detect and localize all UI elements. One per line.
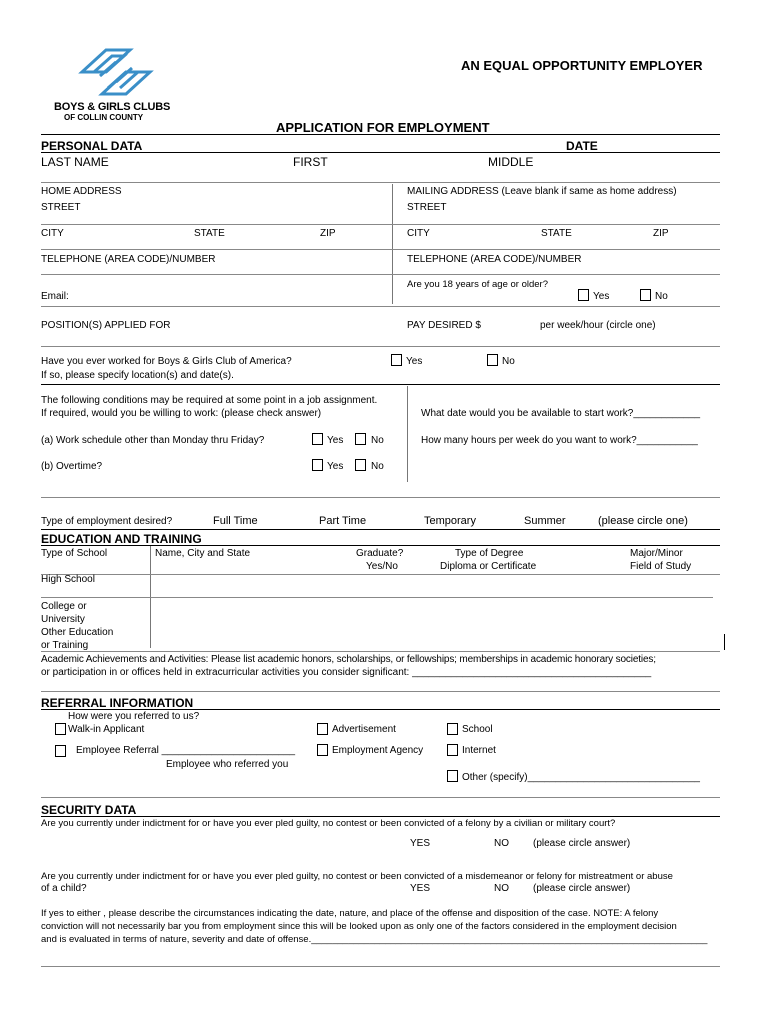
mailing-state-label: STATE bbox=[541, 228, 572, 239]
per-week-hour-label: per week/hour (circle one) bbox=[540, 320, 656, 331]
worked-yes-checkbox[interactable] bbox=[391, 354, 402, 366]
university-label: University bbox=[41, 614, 85, 625]
cond-a-yes-label: Yes bbox=[327, 435, 344, 446]
age-yes-label: Yes bbox=[593, 291, 610, 302]
other-education-label: Other Education bbox=[41, 627, 114, 638]
employment-type-label: Type of employment desired? bbox=[41, 516, 173, 527]
advertisement-checkbox[interactable] bbox=[317, 723, 328, 735]
walk-in-label: Walk-in Applicant bbox=[68, 724, 145, 735]
eoe-heading: AN EQUAL OPPORTUNITY EMPLOYER bbox=[461, 58, 703, 73]
worked-specify-label: If so, please specify location(s) and date(s). bbox=[41, 370, 234, 381]
age-yes-checkbox[interactable] bbox=[578, 289, 589, 301]
explanation-instruction-1: If yes to either , please describe the circumstances indicating the date, nature, and place of the offense and disposition of the case. NOTE: A felony bbox=[41, 908, 659, 919]
child-abuse-circle-note: (please circle answer) bbox=[533, 883, 631, 894]
major-minor-header: Major/Minor bbox=[630, 548, 683, 559]
walk-in-checkbox[interactable] bbox=[55, 723, 66, 735]
circle-one-note: (please circle one) bbox=[598, 515, 688, 527]
email-label: Email: bbox=[41, 291, 69, 302]
name-city-state-header: Name, City and State bbox=[155, 548, 251, 559]
cond-a-no-checkbox[interactable] bbox=[355, 433, 366, 445]
achievements-continued: or participation in or offices held in extracurricular activities you consider significant: ___________________________________________ bbox=[41, 667, 652, 678]
cond-a-no-label: No bbox=[371, 435, 384, 446]
worked-no-checkbox[interactable] bbox=[487, 354, 498, 366]
achievements-instruction: Academic Achievements and Activities: Please list academic honors, scholarships, or fellowships; memberships in academic honorary societies; bbox=[41, 654, 656, 665]
summer-option[interactable]: Summer bbox=[524, 515, 566, 527]
pay-desired-label: PAY DESIRED $ bbox=[407, 320, 481, 331]
other-referral-label: Other (specify)_______________________________ bbox=[462, 772, 700, 783]
org-logo-icon bbox=[76, 44, 156, 100]
internet-label: Internet bbox=[462, 745, 496, 756]
felony-no-option[interactable]: NO bbox=[494, 838, 509, 849]
felony-yes-option[interactable]: YES bbox=[410, 838, 431, 849]
employment-agency-checkbox[interactable] bbox=[317, 744, 328, 756]
referral-heading: REFERRAL INFORMATION bbox=[41, 696, 194, 710]
school-label: School bbox=[462, 724, 493, 735]
org-name: BOYS & GIRLS CLUBS bbox=[54, 101, 171, 113]
home-address-label: HOME ADDRESS bbox=[41, 186, 122, 197]
mailing-address-label: MAILING ADDRESS (Leave blank if same as home address) bbox=[407, 186, 677, 197]
felony-circle-note: (please circle answer) bbox=[533, 838, 631, 849]
condition-b-label: (b) Overtime? bbox=[41, 461, 103, 472]
part-time-option[interactable]: Part Time bbox=[319, 515, 367, 527]
home-state-label: STATE bbox=[194, 228, 225, 239]
cond-a-yes-checkbox[interactable] bbox=[312, 433, 323, 445]
personal-data-heading: PERSONAL DATA bbox=[41, 139, 143, 153]
graduate-header: Graduate? bbox=[356, 548, 404, 559]
age-question: Are you 18 years of age or older? bbox=[407, 279, 549, 290]
full-time-option[interactable]: Full Time bbox=[213, 515, 258, 527]
first-name-label: FIRST bbox=[293, 155, 328, 169]
age-no-label: No bbox=[655, 291, 668, 302]
hours-question: How many hours per week do you want to work?___________ bbox=[421, 435, 698, 446]
mailing-city-label: CITY bbox=[407, 228, 430, 239]
positions-label: POSITION(S) APPLIED FOR bbox=[41, 320, 171, 331]
worked-yes-label: Yes bbox=[406, 356, 423, 367]
child-abuse-no-option[interactable]: NO bbox=[494, 883, 509, 894]
cond-b-yes-label: Yes bbox=[327, 461, 344, 472]
type-school-header: Type of School bbox=[41, 548, 108, 559]
employment-agency-label: Employment Agency bbox=[332, 745, 424, 756]
child-abuse-yes-option[interactable]: YES bbox=[410, 883, 431, 894]
cond-b-no-label: No bbox=[371, 461, 384, 472]
conditions-instruction: If required, would you be willing to work: (please check answer) bbox=[41, 408, 322, 419]
employee-referral-checkbox[interactable] bbox=[55, 745, 66, 757]
employee-who-referred-label: Employee who referred you bbox=[166, 759, 289, 770]
temporary-option[interactable]: Temporary bbox=[424, 515, 476, 527]
how-referred-question: How were you referred to us? bbox=[68, 711, 200, 722]
other-referral-checkbox[interactable] bbox=[447, 770, 458, 782]
form-title: APPLICATION FOR EMPLOYMENT bbox=[276, 120, 490, 135]
high-school-label: High School bbox=[41, 574, 95, 585]
school-checkbox[interactable] bbox=[447, 723, 458, 735]
last-name-label: LAST NAME bbox=[41, 155, 109, 169]
home-city-label: CITY bbox=[41, 228, 64, 239]
child-abuse-question-end: of a child? bbox=[41, 883, 87, 894]
or-training-label: or Training bbox=[41, 640, 89, 651]
explanation-instruction-3: and is evaluated in terms of nature, severity and date of offense.___________________________________________________________________________ bbox=[41, 934, 708, 945]
internet-checkbox[interactable] bbox=[447, 744, 458, 756]
start-date-question: What date would you be available to start work?____________ bbox=[421, 408, 701, 419]
security-heading: SECURITY DATA bbox=[41, 803, 137, 817]
child-abuse-question: Are you currently under indictment for or have you ever pled guilty, no contest or been convicted of a misdemeanor or felony for mistreatment or abuse bbox=[41, 871, 673, 882]
home-street-label: STREET bbox=[41, 202, 81, 213]
mailing-telephone-label: TELEPHONE (AREA CODE)/NUMBER bbox=[407, 254, 582, 265]
degree-type-header: Type of Degree bbox=[455, 548, 524, 559]
worked-before-question: Have you ever worked for Boys & Girls Club of America? bbox=[41, 356, 292, 367]
condition-a-label: (a) Work schedule other than Monday thru Friday? bbox=[41, 435, 265, 446]
middle-name-label: MIDDLE bbox=[488, 155, 534, 169]
graduate-yes-no-header: Yes/No bbox=[366, 561, 398, 572]
home-telephone-label: TELEPHONE (AREA CODE)/NUMBER bbox=[41, 254, 216, 265]
org-logo bbox=[76, 44, 156, 100]
worked-no-label: No bbox=[502, 356, 515, 367]
cond-b-yes-checkbox[interactable] bbox=[312, 459, 323, 471]
mailing-zip-label: ZIP bbox=[653, 228, 669, 239]
age-no-checkbox[interactable] bbox=[640, 289, 651, 301]
cond-b-no-checkbox[interactable] bbox=[355, 459, 366, 471]
explanation-instruction-2: conviction will not necessarily bar you from employment since this will be looked upon as only one of the factors considered in the employment decision bbox=[41, 921, 677, 932]
education-heading: EDUCATION AND TRAINING bbox=[41, 532, 202, 546]
date-label: DATE bbox=[566, 139, 598, 153]
home-zip-label: ZIP bbox=[320, 228, 336, 239]
conditions-intro: The following conditions may be required at some point in a job assignment. bbox=[41, 395, 378, 406]
employee-referral-label: Employee Referral ________________________ bbox=[76, 745, 296, 756]
college-label: College or bbox=[41, 601, 87, 612]
felony-question: Are you currently under indictment for or have you ever pled guilty, no contest or been convicted of a felony by a civilian or military court? bbox=[41, 818, 616, 829]
field-study-header: Field of Study bbox=[630, 561, 692, 572]
mailing-street-label: STREET bbox=[407, 202, 447, 213]
advertisement-label: Advertisement bbox=[332, 724, 396, 735]
diploma-header: Diploma or Certificate bbox=[440, 561, 537, 572]
org-subname: OF COLLIN COUNTY bbox=[64, 113, 144, 122]
